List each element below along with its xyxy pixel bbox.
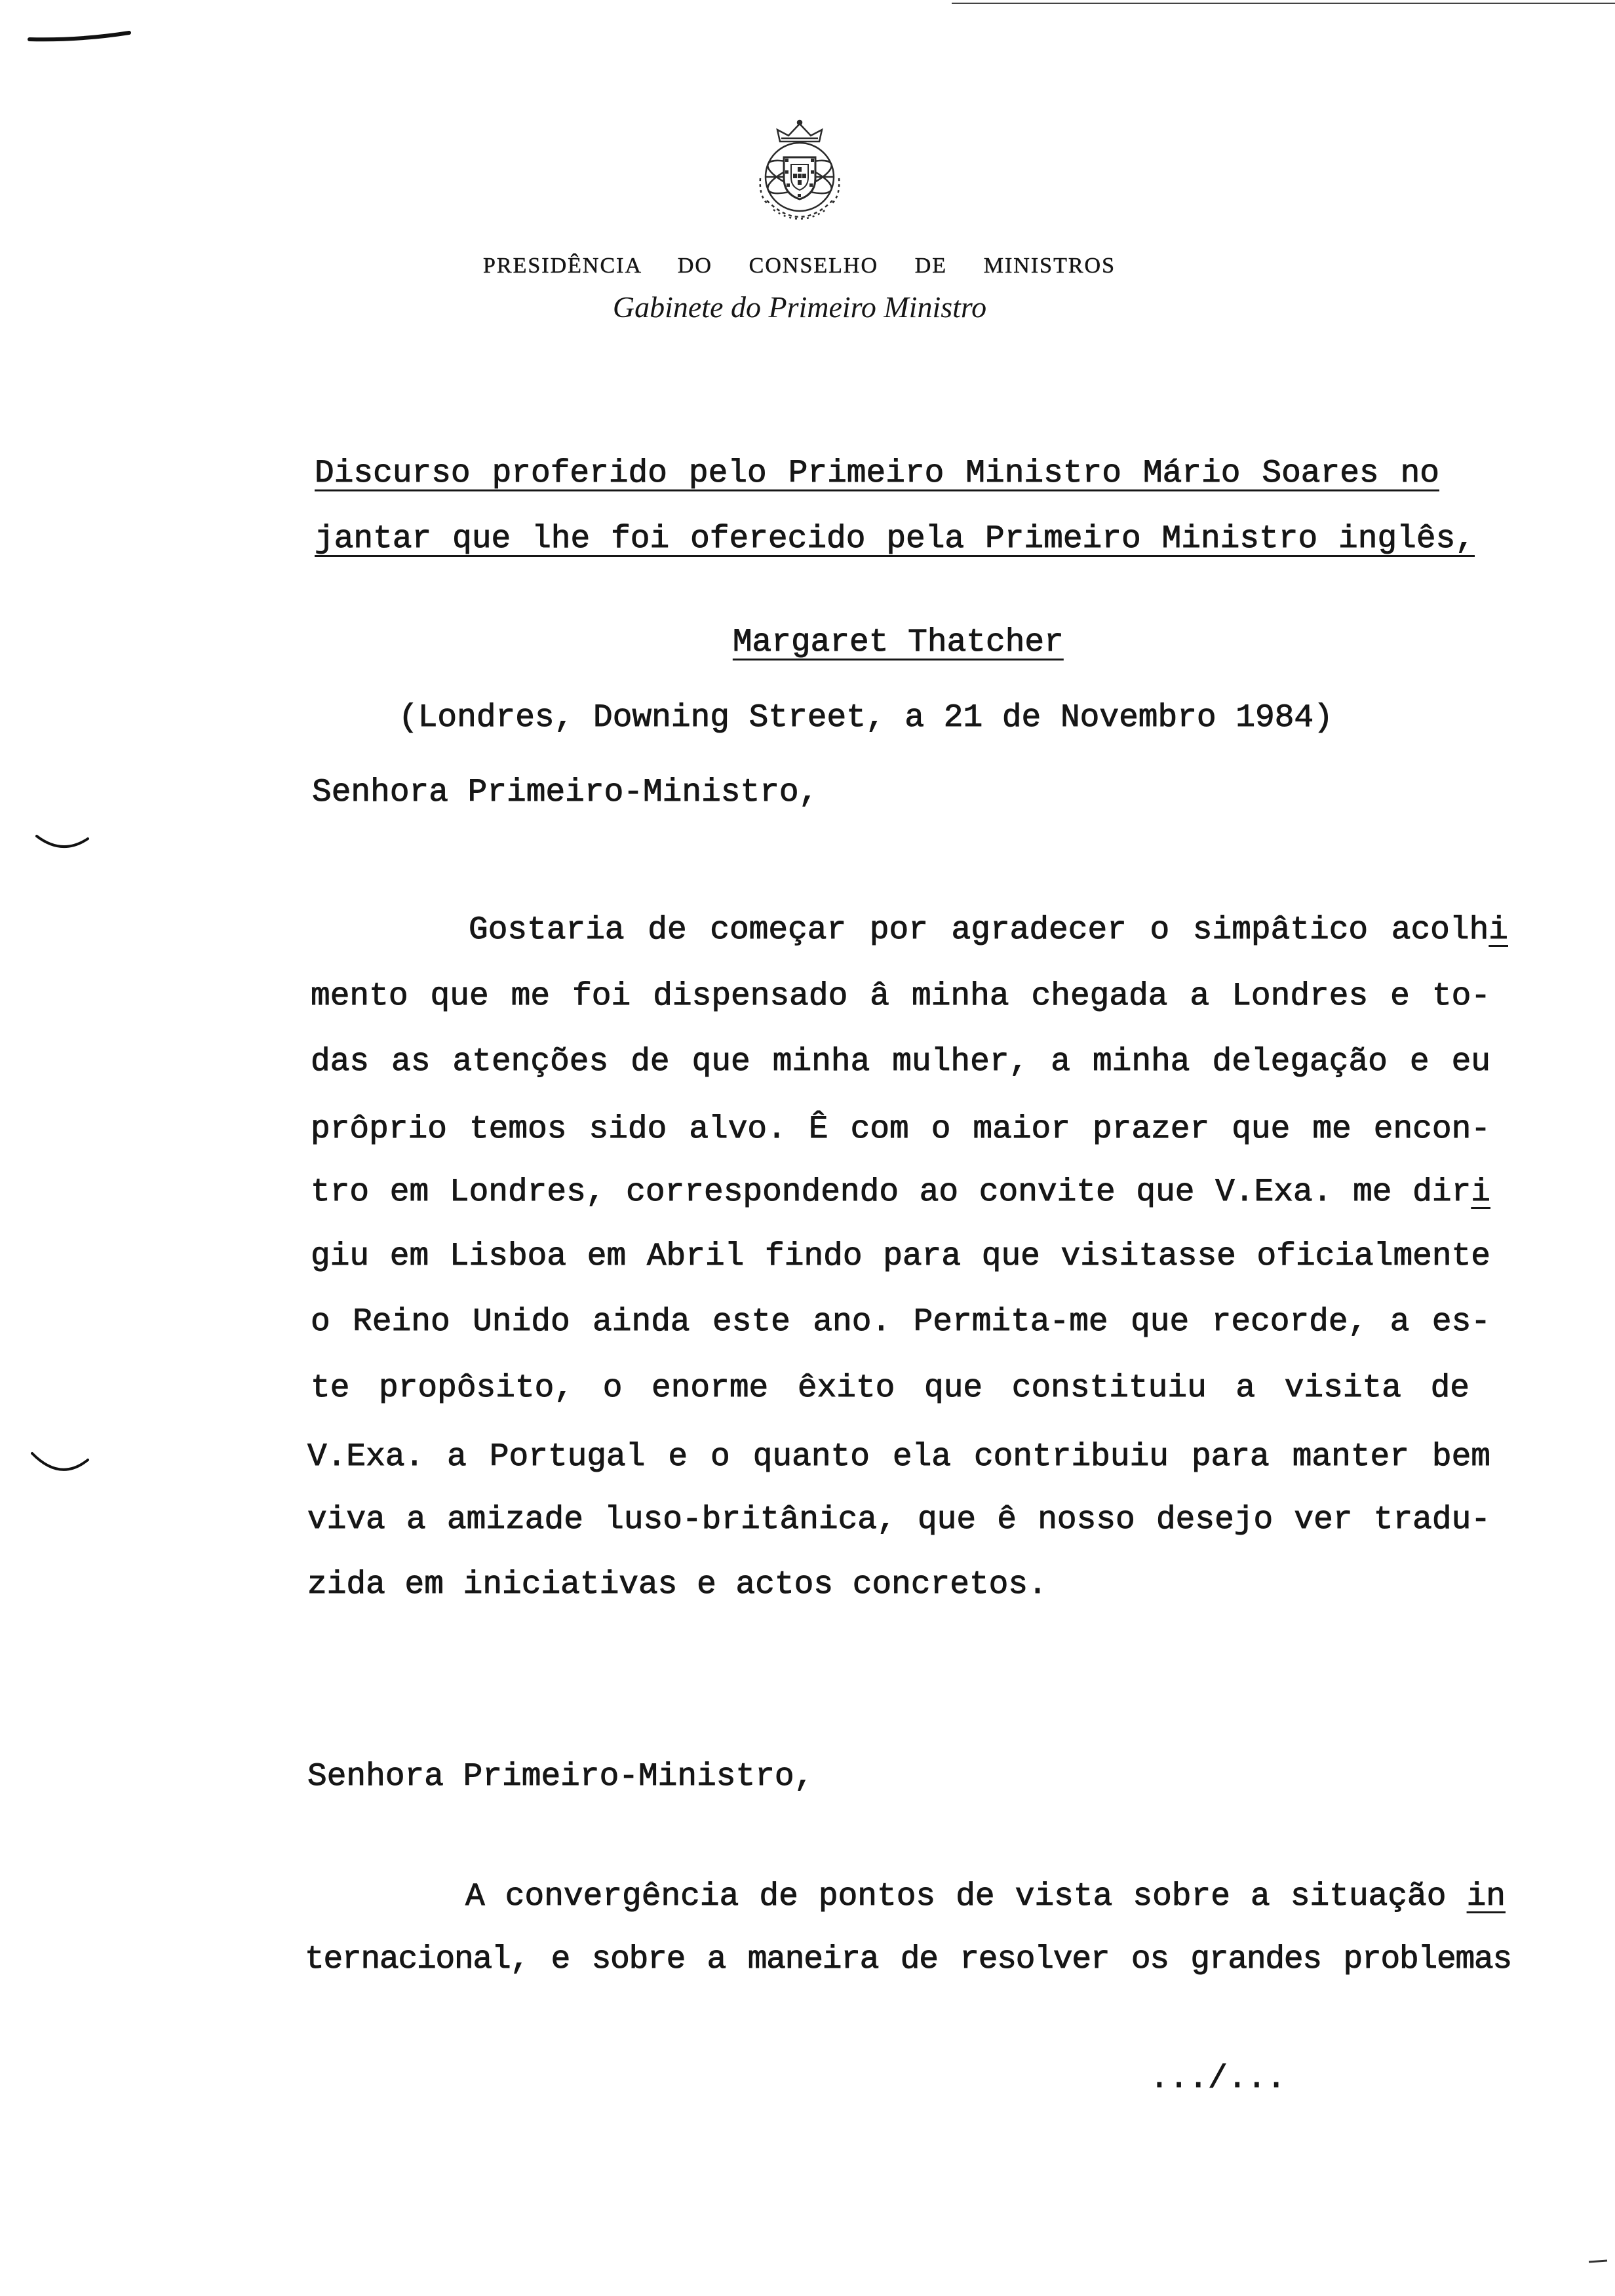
paragraph-1-line-1 [469, 910, 1508, 949]
paragraph-1-line-11 [307, 1565, 1047, 1604]
line-text: ternacional, e sobre a maneira de resolver os grandes problemas [305, 1941, 1511, 1978]
paragraph-2-line-2 [305, 1940, 1511, 1979]
title-line-1 [315, 453, 1439, 493]
paragraph-2-line-1 [465, 1877, 1506, 1916]
line-text: prôprio temos sido alvo. Ê com o maior prazer que me encon- [311, 1111, 1490, 1147]
line-text: V.Exa. a Portugal e o quanto ela contribuiu para manter bem [307, 1438, 1490, 1475]
title-line-2-text: jantar que lhe foi oferecido pela Primeiro Ministro inglês, [315, 520, 1475, 557]
title-line-2 [315, 519, 1475, 558]
dateline: (Londres, Downing Street, a 21 de Novembro 1984) [399, 699, 1333, 736]
shield [784, 157, 815, 199]
letterhead-office: PRESIDÊNCIA DO CONSELHO DE MINISTROS [483, 254, 1116, 278]
paragraph-1-line-2 [311, 976, 1490, 1016]
hyphenation-underline: in [1466, 1878, 1506, 1915]
line-text: Gostaria de começar por agradecer o simpâtico acolh [469, 911, 1489, 948]
letterhead-cabinet: Gabinete do Primeiro Ministro [612, 290, 987, 324]
line-text: te propôsito, o enorme êxito que constituiu a visita de [311, 1369, 1469, 1406]
punch-hole-mark-upper [37, 836, 88, 847]
salutation-2: Senhora Primeiro-Ministro, [307, 1758, 814, 1795]
paragraph-1-line-6 [311, 1236, 1490, 1276]
punch-hole-mark-lower [32, 1453, 88, 1470]
paragraph-1-line-9 [307, 1437, 1490, 1476]
line-text: zida em iniciativas e actos concretos. [307, 1566, 1047, 1603]
hyphenation-underline: i [1471, 1174, 1490, 1210]
title-line-1-text: Discurso proferido pelo Primeiro Ministro Mário Soares no [315, 455, 1439, 491]
title-line-3 [655, 583, 1064, 660]
salutation-1: Senhora Primeiro-Ministro, [312, 774, 819, 811]
line-text: viva a amizade luso-britânica, que ê nosso desejo ver tradu- [307, 1501, 1490, 1538]
line-text: o Reino Unido ainda este ano. Permita-me que recorde, a es- [311, 1303, 1490, 1340]
paragraph-1-line-5 [311, 1172, 1490, 1212]
continuation-marker: .../... [1150, 2060, 1286, 2097]
line-text: A convergência de pontos de vista sobre a situação [465, 1878, 1467, 1915]
paragraph-1-line-10 [307, 1500, 1490, 1539]
line-text: mento que me foi dispensado â minha chegada a Londres e to- [311, 978, 1490, 1014]
line-text: das as atenções de que minha mulher, a minha delegação e eu [311, 1043, 1490, 1080]
paragraph-1-line-7 [311, 1302, 1490, 1341]
paragraph-1-line-8 [311, 1368, 1469, 1407]
title-line-3-text: Margaret Thatcher [732, 624, 1064, 660]
bottom-right-mark [1589, 2261, 1607, 2262]
paragraph-1-line-4 [311, 1109, 1490, 1149]
paragraph-1-line-3 [311, 1042, 1490, 1081]
coat-of-arms-emblem [745, 118, 855, 233]
line-text: tro em Londres, correspondendo ao convite que V.Exa. me dir [311, 1174, 1471, 1210]
top-left-pen-dash [29, 33, 129, 39]
hyphenation-underline: i [1489, 911, 1508, 948]
line-text: giu em Lisboa em Abril findo para que visitasse oficialmente [311, 1238, 1490, 1274]
crown [777, 121, 822, 142]
